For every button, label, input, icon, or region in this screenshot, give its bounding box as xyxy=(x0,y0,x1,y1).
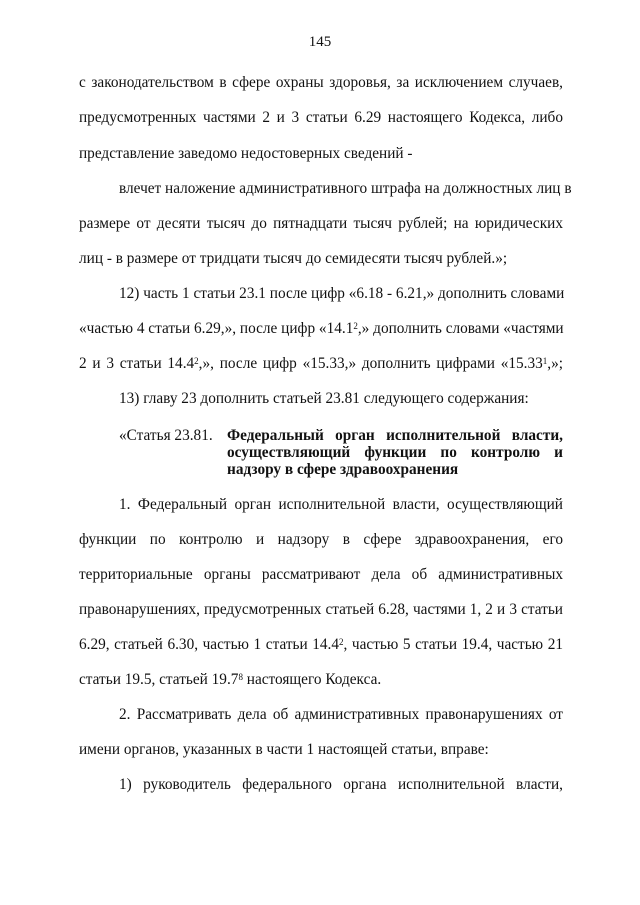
paragraph-line: влечет наложение административного штрафа на должностных лиц в xyxy=(119,180,572,197)
superscript: 2 xyxy=(353,321,358,331)
paragraph-line: 2 и 3 статьи 14.4$^2$,», после цифр «15.33,» дополнить цифрами «15.33$^1$,»; xyxy=(79,355,564,372)
superscript: 2 xyxy=(339,637,344,647)
article-title: надзору в сфере здравоохранения xyxy=(227,461,459,478)
paragraph-line: размере от десяти тысяч до пятнадцати тысяч рублей; на юридических xyxy=(79,215,563,232)
paragraph-line: 2. Рассматривать дела об административных правонарушениях от xyxy=(119,706,563,723)
superscript: 2 xyxy=(194,356,199,366)
paragraph-line: лиц - в размере от тридцати тысяч до семидесяти тысяч рублей.»; xyxy=(79,250,508,267)
article-title: осуществляющий функции по контролю и xyxy=(227,444,563,461)
article-label: «Статья 23.81. xyxy=(119,427,213,444)
paragraph-line: предусмотренных частями 2 и 3 статьи 6.29 настоящего Кодекса, либо xyxy=(79,109,563,126)
paragraph-line: статьи 19.5, статьей 19.7$^8$ настоящего Кодекса. xyxy=(79,671,382,688)
paragraph-line: правонарушениях, предусмотренных статьей 6.28, частями 1, 2 и 3 статьи xyxy=(79,601,563,618)
article-title: Федеральный орган исполнительной власти, xyxy=(227,427,563,444)
paragraph-line: территориальные органы рассматривают дела об административных xyxy=(79,566,563,583)
paragraph-line: 12) часть 1 статьи 23.1 после цифр «6.18 - 6.21,» дополнить словами xyxy=(119,285,565,302)
superscript: 1 xyxy=(542,356,548,366)
paragraph-line: 6.29, статьей 6.30, частью 1 статьи 14.4$^2$, частью 5 статьи 19.4, частью 21 xyxy=(79,636,563,653)
paragraph-line: представление заведомо недостоверных сведений - xyxy=(79,145,413,162)
superscript: 8 xyxy=(238,672,243,682)
paragraph-line: 13) главу 23 дополнить статьей 23.81 следующего содержания: xyxy=(119,390,529,407)
paragraph-line: «частью 4 статьи 6.29,», после цифр «14.1$^2$,» дополнить словами «частями xyxy=(79,320,564,337)
page-number: 145 xyxy=(308,34,332,50)
paragraph-line: функции по контролю и надзору в сфере здравоохранения, его xyxy=(79,531,563,548)
paragraph-line: 1. Федеральный орган исполнительной власти, осуществляющий xyxy=(119,496,563,513)
paragraph-line: 1) руководитель федерального органа исполнительной власти, xyxy=(119,776,563,793)
paragraph-line: с законодательством в сфере охраны здоровья, за исключением случаев, xyxy=(79,74,563,91)
paragraph-line: имени органов, указанных в части 1 настоящей статьи, вправе: xyxy=(79,741,489,758)
